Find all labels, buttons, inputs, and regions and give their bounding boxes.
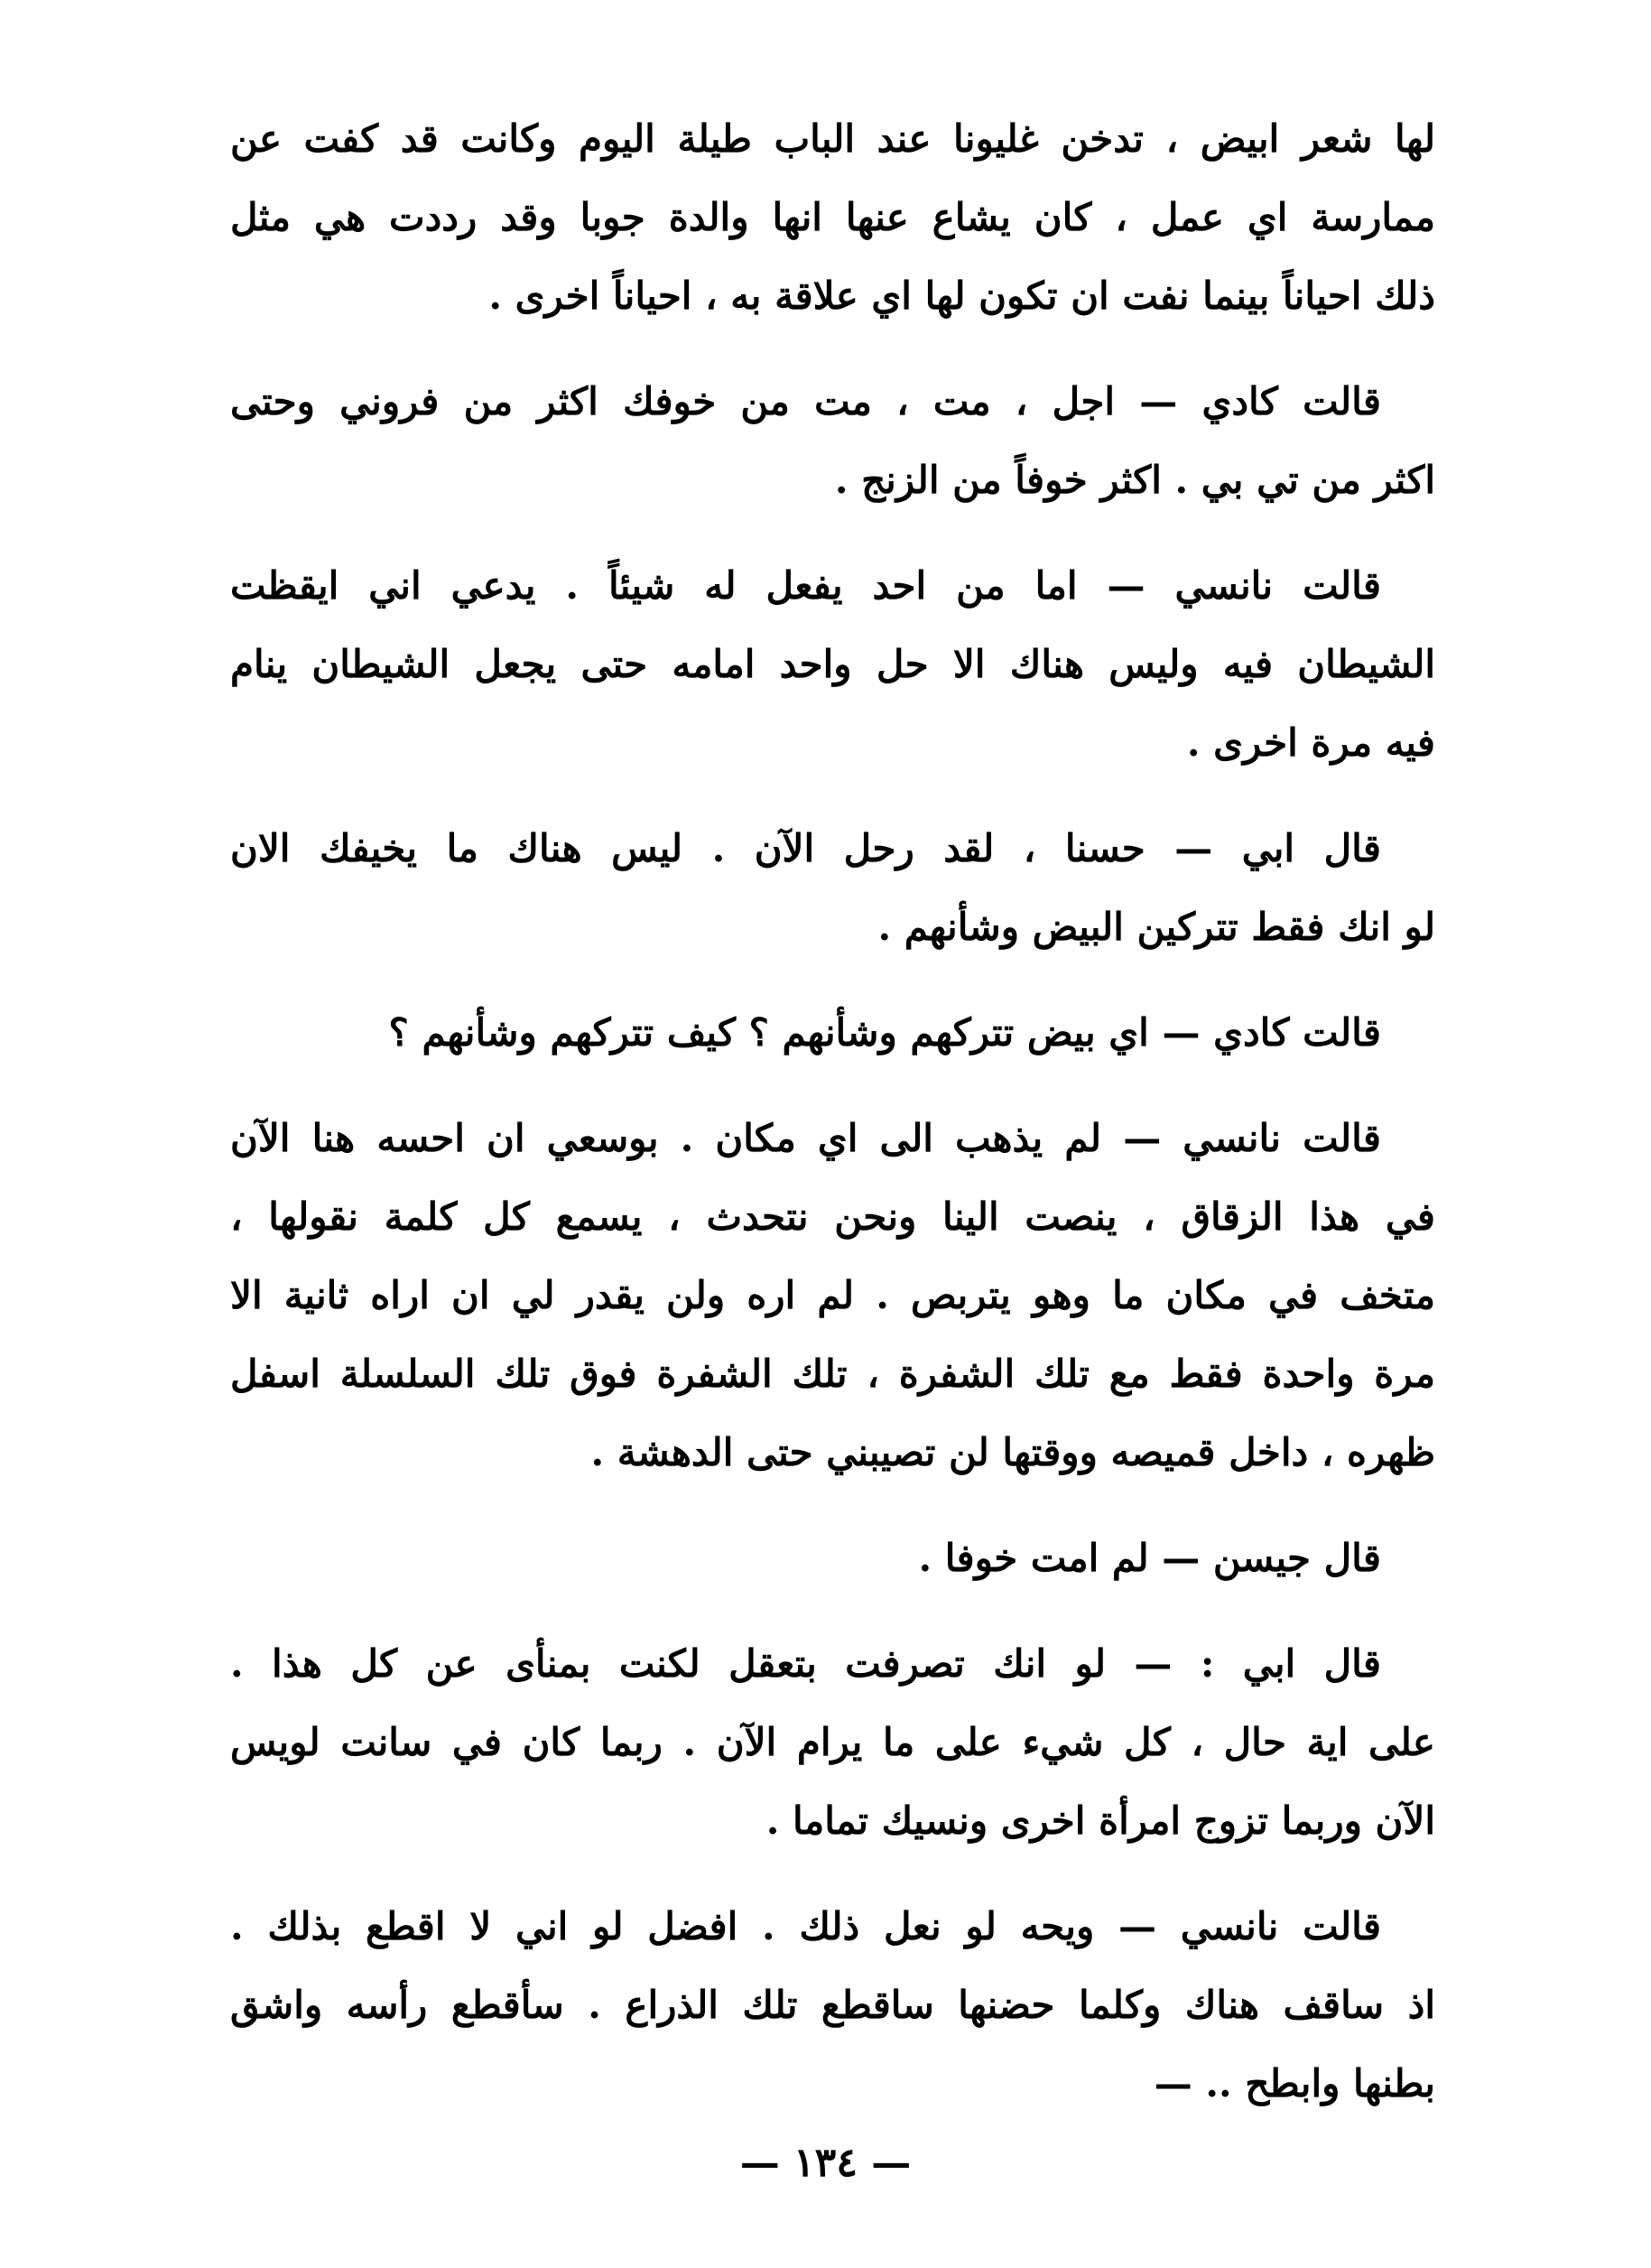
text-line: قالت كادي — اي بيض تتركهم وشأنهم ؟ كيف تتركهم وشأنهم ؟ bbox=[388, 1010, 1381, 1055]
text-line: قالت نانسي — اما من احد يفعل له شيئاً . يدعي اني ايقظت bbox=[230, 563, 1381, 608]
text-line: اكثر من تي بي . اكثر خوفاً من الزنج . bbox=[834, 458, 1435, 502]
text-line: قال ابي — حسنا ، لقد رحل الآن . ليس هناك ما يخيفك الان bbox=[230, 826, 1381, 870]
text-line: قال ابي : — لو انك تصرفت بتعقل لكنت بمنأى عن كل هذا . bbox=[230, 1641, 1381, 1686]
text-line: فيه مرة اخرى . bbox=[1186, 720, 1435, 765]
paragraph bbox=[230, 1099, 1435, 1492]
paragraph bbox=[230, 1624, 1435, 1860]
text-line: اذ ساقف هناك وكلما حضنها ساقطع تلك الذراع . سأقطع رأسه واشق bbox=[230, 1983, 1435, 2027]
paragraph bbox=[230, 546, 1435, 782]
text-line: الآن وربما تزوج امرأة اخرى ونسيك تماما . bbox=[765, 1799, 1435, 1843]
paragraph bbox=[230, 99, 1435, 335]
text-line: مرة واحدة فقط مع تلك الشفرة ، تلك الشفرة فوق تلك السلسلة اسفل bbox=[230, 1352, 1435, 1396]
text-line: قالت نانسي — لم يذهب الى اي مكان . بوسعي ان احسه هنا الآن bbox=[230, 1116, 1381, 1160]
paragraph bbox=[230, 1887, 1435, 2123]
text-line: ظهره ، داخل قميصه ووقتها لن تصيبني حتى الدهشة . bbox=[590, 1430, 1435, 1474]
text-line: قالت كادي — اجل ، مت ، مت من خوفك اكثر من فروني وحتى bbox=[230, 379, 1381, 423]
text-line: متخف في مكان ما وهو يتربص . لم اره ولن يقدر لي ان اراه ثانية الا bbox=[230, 1273, 1435, 1317]
text-line: ذلك احياناً بينما نفت ان تكون لها اي علاقة به ، احياناً اخرى . bbox=[488, 274, 1435, 318]
paragraph bbox=[230, 1519, 1435, 1597]
text-line: في هذا الزقاق ، ينصت الينا ونحن نتحدث ، يسمع كل كلمة نقولها ، bbox=[230, 1194, 1435, 1239]
page-number: — ١٣٤ — bbox=[739, 2140, 912, 2186]
page-body-text bbox=[230, 99, 1435, 2150]
text-line: لو انك فقط تتركين البيض وشأنهم . bbox=[877, 905, 1435, 949]
paragraph bbox=[230, 993, 1435, 1072]
text-line: قال جيسن — لم امت خوفا . bbox=[918, 1536, 1381, 1580]
text-line: قالت نانسي — ويحه لو نعل ذلك . افضل لو اني لا اقطع بذلك . bbox=[230, 1904, 1381, 1948]
text-line: على اية حال ، كل شيء على ما يرام الآن . ربما كان في سانت لويس bbox=[230, 1720, 1435, 1764]
text-line: ممارسة اي عمل ، كان يشاع عنها انها والدة جوبا وقد رددت هي مثل bbox=[230, 195, 1435, 239]
paragraph bbox=[230, 809, 1435, 966]
text-line: بطنها وابطح .. — bbox=[1154, 2061, 1435, 2105]
text-line: لها شعر ابيض ، تدخن غليونا عند الباب طيلة اليوم وكانت قد كفت عن bbox=[230, 116, 1435, 161]
text-line: الشيطان فيه وليس هناك الا حل واحد امامه حتى يجعل الشيطان ينام bbox=[230, 642, 1435, 686]
paragraph bbox=[230, 362, 1435, 519]
